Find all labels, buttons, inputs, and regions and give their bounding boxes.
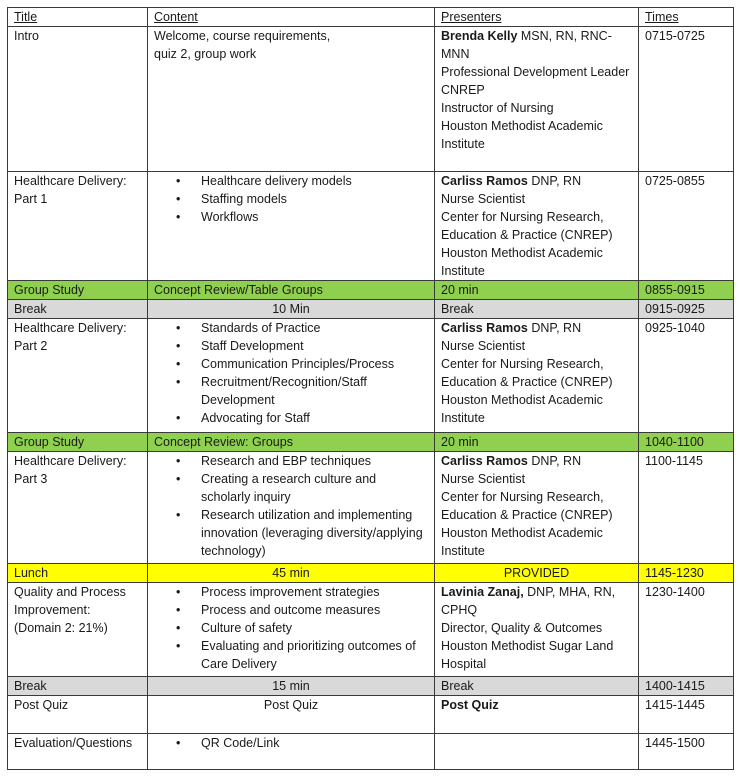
presenter-name: Carliss Ramos <box>441 454 528 468</box>
row-title <box>8 583 148 677</box>
row-presenter <box>435 696 639 734</box>
list-item: • Communication Principles/Process <box>201 355 428 373</box>
list-item: • Process improvement strategies <box>201 583 428 601</box>
presenter-line: Center for Nursing Research, Education & Practice (CNREP) <box>441 490 613 522</box>
row-presenter: Break <box>435 677 639 696</box>
row-presenter <box>435 172 639 281</box>
row-time: 0915-0925 <box>639 300 734 319</box>
row-presenter: 20 min <box>435 281 639 300</box>
list-item: • Creating a research culture and scholarly inquiry <box>201 470 428 506</box>
presenter-creds: DNP, RN <box>527 321 582 335</box>
row-time: 1100-1145 <box>639 452 734 564</box>
row-title: Lunch <box>8 564 148 583</box>
row-presenter: Break <box>435 300 639 319</box>
row-title <box>8 172 148 281</box>
row-title: Post Quiz <box>8 696 148 734</box>
row-title: Break <box>8 300 148 319</box>
header-content: Content <box>148 8 435 27</box>
table-row <box>8 696 734 734</box>
bullet-list <box>154 583 428 673</box>
list-item: • Evaluating and prioritizing outcomes of Care Delivery <box>201 637 428 673</box>
presenter-line: Center for Nursing Research, Education & Practice (CNREP) <box>441 357 613 389</box>
row-content: 45 min <box>148 564 435 583</box>
row-time: 0715-0725 <box>639 27 734 172</box>
presenter-line: CNREP <box>441 83 485 97</box>
row-content <box>148 27 435 172</box>
row-title-text: Quality and Process Improvement: <box>14 585 126 617</box>
presenter-line: Nurse Scientist <box>441 192 526 206</box>
presenter-line: Director, Quality & Outcomes <box>441 621 603 635</box>
list-item: • Standards of Practice <box>201 319 428 337</box>
row-time: 1445-1500 <box>639 734 734 770</box>
row-content <box>148 319 435 433</box>
row-title: Evaluation/Questions <box>8 734 148 770</box>
header-times: Times <box>639 8 734 27</box>
header-presenters: Presenters <box>435 8 639 27</box>
row-content: 15 min <box>148 677 435 696</box>
list-item: • Advocating for Staff <box>201 409 428 427</box>
presenter-creds: MSN, RN, RNC-MNN <box>441 29 612 61</box>
presenter-name: Brenda Kelly <box>441 29 518 43</box>
list-item: • Research and EBP techniques <box>201 452 428 470</box>
row-title-text: Healthcare Delivery: Part 2 <box>14 321 127 353</box>
list-item: • Culture of safety <box>201 619 428 637</box>
row-title: Group Study <box>8 281 148 300</box>
row-time: 1230-1400 <box>639 583 734 677</box>
row-title: Group Study <box>8 433 148 452</box>
row-content <box>148 452 435 564</box>
presenter-name: Carliss Ramos <box>441 321 528 335</box>
bullet-list <box>154 452 428 560</box>
list-item: • Healthcare delivery models <box>201 172 428 190</box>
presenter-creds: DNP, RN <box>527 174 582 188</box>
table-row <box>8 452 734 564</box>
row-time: 0925-1040 <box>639 319 734 433</box>
table-row <box>8 564 734 583</box>
presenter-line: Nurse Scientist <box>441 339 526 353</box>
table-row <box>8 172 734 281</box>
row-time: 1145-1230 <box>639 564 734 583</box>
row-time: 1400-1415 <box>639 677 734 696</box>
bullet-list <box>154 734 428 752</box>
presenter-line: Houston Methodist Sugar Land Hospital <box>441 639 614 671</box>
row-content: Concept Review/Table Groups <box>148 281 435 300</box>
bullet-list <box>154 319 428 427</box>
list-item: • Staffing models <box>201 190 428 208</box>
row-content: 10 Min <box>148 300 435 319</box>
presenter-line: Center for Nursing Research, Education & Practice (CNREP) <box>441 210 613 242</box>
row-time: 1415-1445 <box>639 696 734 734</box>
list-item: • Staff Development <box>201 337 428 355</box>
presenter-creds: DNP, MHA, RN, CPHQ <box>441 585 616 617</box>
presenter-line: Houston Methodist Academic Institute <box>441 119 603 151</box>
schedule-document <box>7 7 734 770</box>
table-row <box>8 734 734 770</box>
header-title: Title <box>8 8 148 27</box>
table-row <box>8 281 734 300</box>
row-presenter <box>435 452 639 564</box>
table-row <box>8 433 734 452</box>
presenter-line: Houston Methodist Academic Institute <box>441 526 603 558</box>
table-row <box>8 583 734 677</box>
presenter-creds: DNP, RN <box>527 454 582 468</box>
schedule-table <box>7 7 734 770</box>
row-content <box>148 172 435 281</box>
row-time: 1040-1100 <box>639 433 734 452</box>
list-item: • QR Code/Link <box>201 734 428 752</box>
row-content: Post Quiz <box>148 696 435 734</box>
row-presenter <box>435 27 639 172</box>
table-row <box>8 27 734 172</box>
row-title-text: Healthcare Delivery: Part 1 <box>14 174 127 206</box>
row-title <box>8 319 148 433</box>
row-title: Break <box>8 677 148 696</box>
presenter-line: Professional Development Leader <box>441 65 630 79</box>
row-title <box>8 452 148 564</box>
row-title-text: Healthcare Delivery: Part 3 <box>14 454 127 486</box>
row-title-domain: (Domain 2: 21%) <box>14 621 108 635</box>
presenter-line: Nurse Scientist <box>441 472 526 486</box>
table-row <box>8 300 734 319</box>
table-row <box>8 677 734 696</box>
row-time: 0855-0915 <box>639 281 734 300</box>
table-row <box>8 319 734 433</box>
row-presenter <box>435 583 639 677</box>
row-content <box>148 583 435 677</box>
row-presenter: PROVIDED <box>435 564 639 583</box>
row-content <box>148 734 435 770</box>
presenter-line: Houston Methodist Academic Institute <box>441 246 603 278</box>
presenter-line: Houston Methodist Academic Institute <box>441 393 603 425</box>
row-presenter <box>435 319 639 433</box>
presenter-name: Post Quiz <box>441 698 499 712</box>
header-row <box>8 8 734 27</box>
presenter-name: Lavinia Zanaj, <box>441 585 524 599</box>
bullet-list <box>154 172 428 226</box>
list-item: • Workflows <box>201 208 428 226</box>
presenter-name: Carliss Ramos <box>441 174 528 188</box>
list-item: • Recruitment/Recognition/Staff Development <box>201 373 428 409</box>
row-time: 0725-0855 <box>639 172 734 281</box>
row-title: Intro <box>8 27 148 172</box>
list-item: • Research utilization and implementing innovation (leveraging diversity/applying technology) <box>201 506 428 560</box>
row-content: Concept Review: Groups <box>148 433 435 452</box>
row-presenter <box>435 734 639 770</box>
list-item: • Process and outcome measures <box>201 601 428 619</box>
content-text: Welcome, course requirements, quiz 2, group work <box>154 29 331 61</box>
presenter-line: Instructor of Nursing <box>441 101 554 115</box>
row-presenter: 20 min <box>435 433 639 452</box>
